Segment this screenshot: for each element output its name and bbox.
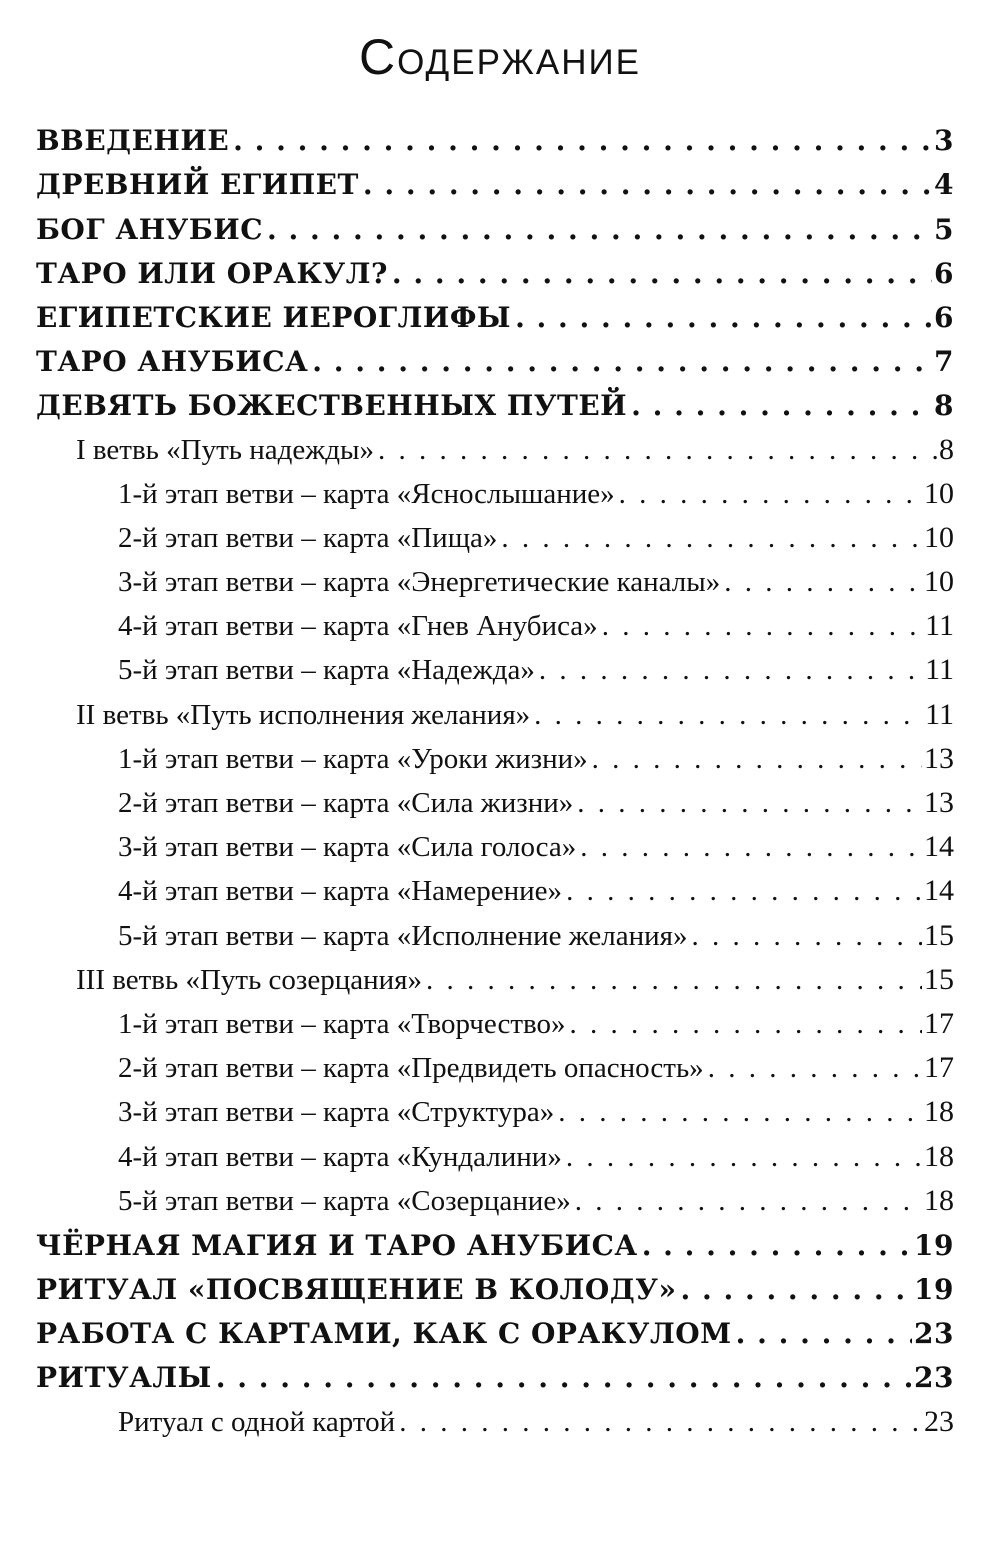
toc-entry-page: 3: [934, 124, 954, 158]
dot-leader: [642, 1229, 912, 1262]
dot-leader: [312, 345, 932, 378]
toc-entry-label: 1-й этап ветви – карта «Творчество»: [118, 1007, 566, 1040]
toc-entry-label: ДРЕВНИЙ ЕГИПЕТ: [36, 168, 359, 202]
dot-leader: [534, 699, 923, 732]
toc-entry-label: ТАРО ИЛИ ОРАКУЛ?: [36, 256, 388, 290]
dot-leader: [680, 1273, 912, 1306]
toc-entry-page: 10: [924, 476, 954, 510]
toc-entry-page: 11: [925, 697, 954, 731]
toc-entry[interactable]: [36, 511, 954, 555]
toc-entry-page: 11: [925, 609, 954, 643]
toc-entry[interactable]: [36, 1041, 954, 1085]
toc-entry[interactable]: [36, 953, 954, 997]
dot-leader: [539, 654, 923, 687]
dot-leader: [577, 787, 922, 820]
toc-entry-label: РАБОТА С КАРТАМИ, КАК С ОРАКУЛОМ: [36, 1317, 732, 1351]
toc-entry-page: 5: [934, 212, 954, 246]
dot-leader: [724, 566, 922, 599]
toc-entry-page: 23: [914, 1361, 954, 1395]
toc-entry[interactable]: [36, 1085, 954, 1129]
dot-leader: [619, 478, 922, 511]
toc-entry[interactable]: [36, 1174, 954, 1218]
toc-entry-label: I ветвь «Путь надежды»: [76, 433, 375, 466]
toc-entry[interactable]: [36, 908, 954, 952]
toc-entry[interactable]: [36, 378, 954, 422]
dot-leader: [566, 875, 922, 908]
toc-entry-page: 4: [934, 168, 954, 202]
toc-entry-label: ДЕВЯТЬ БОЖЕСТВЕННЫХ ПУТЕЙ: [36, 389, 628, 423]
toc-entry-label: 4-й этап ветви – карта «Кундалини»: [118, 1140, 562, 1173]
toc-entry[interactable]: [36, 643, 954, 687]
toc-entry-label: III ветвь «Путь созерцания»: [76, 963, 423, 996]
toc-entry[interactable]: [36, 290, 954, 334]
toc-entry[interactable]: [36, 467, 954, 511]
toc-entry-page: 15: [924, 918, 954, 952]
toc-entry-page: 15: [924, 962, 954, 996]
dot-leader: [216, 1361, 912, 1394]
toc-entry-page: 14: [924, 830, 954, 864]
toc-entry[interactable]: [36, 422, 954, 466]
toc-entry-label: 3-й этап ветви – карта «Структура»: [118, 1096, 555, 1129]
toc-entry[interactable]: [36, 1350, 954, 1394]
toc-entry[interactable]: [36, 1306, 954, 1350]
toc-entry-label: 5-й этап ветви – карта «Созерцание»: [118, 1184, 571, 1217]
toc-entry[interactable]: [36, 1262, 954, 1306]
toc-entry-label: 4-й этап ветви – карта «Гнев Анубиса»: [118, 610, 598, 643]
toc-entry-page: 17: [924, 1051, 954, 1085]
toc-entry-label: ЧЁРНАЯ МАГИЯ И ТАРО АНУБИСА: [36, 1228, 638, 1262]
toc-entry-label: 2-й этап ветви – карта «Сила жизни»: [118, 787, 574, 819]
toc-entry-label: 4-й этап ветви – карта «Намерение»: [118, 875, 563, 908]
toc-entry-page: 18: [924, 1183, 954, 1217]
toc-entry-page: 19: [914, 1228, 954, 1262]
toc-entry-page: 18: [924, 1095, 954, 1129]
toc-entry-label: 3-й этап ветви – карта «Энергетические каналы»: [118, 566, 721, 599]
page-title: Содержание: [358, 29, 641, 85]
toc-entry[interactable]: [36, 113, 954, 157]
toc-entry-page: 10: [924, 565, 954, 599]
toc-entry[interactable]: [36, 334, 954, 378]
toc-entry-label: ТАРО АНУБИСА: [36, 345, 309, 379]
toc-entry[interactable]: [36, 1129, 954, 1173]
toc-entry-page: 11: [925, 653, 954, 687]
toc-entry-label: 1-й этап ветви – карта «Уроки жизни»: [118, 742, 588, 775]
dot-leader: [426, 964, 922, 997]
toc-entry[interactable]: [36, 599, 954, 643]
toc-entry-label: 5-й этап ветви – карта «Исполнение желания»: [118, 919, 688, 952]
dot-leader: [580, 831, 922, 864]
dot-leader: [267, 213, 932, 246]
dot-leader: [233, 124, 932, 157]
dot-leader: [378, 434, 937, 467]
toc-entry-label: II ветвь «Путь исполнения желания»: [76, 698, 531, 731]
toc-entry-label: ВВЕДЕНИЕ: [36, 124, 230, 158]
dot-leader: [392, 257, 932, 290]
toc-entry[interactable]: [36, 201, 954, 245]
toc-entry-page: 14: [924, 874, 954, 908]
toc-entry-label: РИТУАЛ «ПОСВЯЩЕНИЕ В КОЛОДУ»: [36, 1273, 677, 1307]
toc-entry[interactable]: [36, 1218, 954, 1262]
toc-entry-label: 3-й этап ветви – карта «Сила голоса»: [118, 831, 577, 864]
toc-entry-page: 6: [934, 300, 954, 334]
toc-entry-label: 2-й этап ветви – карта «Предвидеть опасность»: [118, 1052, 704, 1085]
dot-leader: [399, 1406, 922, 1439]
toc-entry-page: 13: [924, 786, 954, 819]
toc-entry[interactable]: [36, 246, 954, 290]
dot-leader: [691, 920, 922, 953]
toc-entry[interactable]: [36, 997, 954, 1041]
toc-entry-label: РИТУАЛЫ: [36, 1361, 212, 1395]
toc-entry-page: 10: [924, 520, 954, 554]
toc-entry[interactable]: [36, 687, 954, 731]
toc-entry-page: 18: [924, 1139, 954, 1173]
toc-entry-page: 6: [934, 256, 954, 290]
dot-leader: [566, 1141, 922, 1174]
toc-entry-label: ЕГИПЕТСКИЕ ИЕРОГЛИФЫ: [36, 300, 512, 334]
dot-leader: [501, 522, 922, 555]
toc-entry-page: 13: [924, 741, 954, 775]
dot-leader: [570, 1008, 923, 1041]
toc-entry-label: БОГ АНУБИС: [36, 212, 264, 246]
toc-entry[interactable]: [36, 157, 954, 201]
toc-entry-label: 2-й этап ветви – карта «Пища»: [118, 521, 498, 554]
toc-entry[interactable]: [36, 555, 954, 599]
toc-entry-label: 1-й этап ветви – карта «Яснослышание»: [118, 477, 615, 510]
dot-leader: [515, 301, 932, 334]
toc-entry[interactable]: [36, 820, 954, 864]
toc-entry-page: 17: [924, 1006, 954, 1040]
dot-leader: [592, 743, 922, 776]
toc-entry-page: 7: [934, 345, 954, 379]
toc-entry-page: 23: [924, 1404, 954, 1438]
dot-leader: [363, 168, 932, 201]
toc-entry[interactable]: [36, 864, 954, 908]
dot-leader: [575, 1185, 922, 1218]
toc-entry[interactable]: [36, 776, 954, 820]
toc-entry[interactable]: [36, 732, 954, 776]
dot-leader: [558, 1096, 922, 1129]
toc-entry-label: Ритуал с одной картой: [118, 1405, 396, 1438]
toc-entry[interactable]: [36, 1394, 954, 1438]
toc-entry-label: 5-й этап ветви – карта «Надежда»: [118, 654, 535, 687]
toc-entry-page: 8: [934, 389, 954, 423]
toc-list: [36, 113, 954, 1439]
dot-leader: [708, 1052, 922, 1085]
toc-entry-page: 19: [914, 1273, 954, 1307]
dot-leader: [736, 1317, 912, 1350]
toc-entry-page: 23: [914, 1317, 954, 1351]
dot-leader: [631, 389, 932, 422]
toc-entry-page: 8: [939, 432, 954, 466]
dot-leader: [602, 610, 923, 643]
